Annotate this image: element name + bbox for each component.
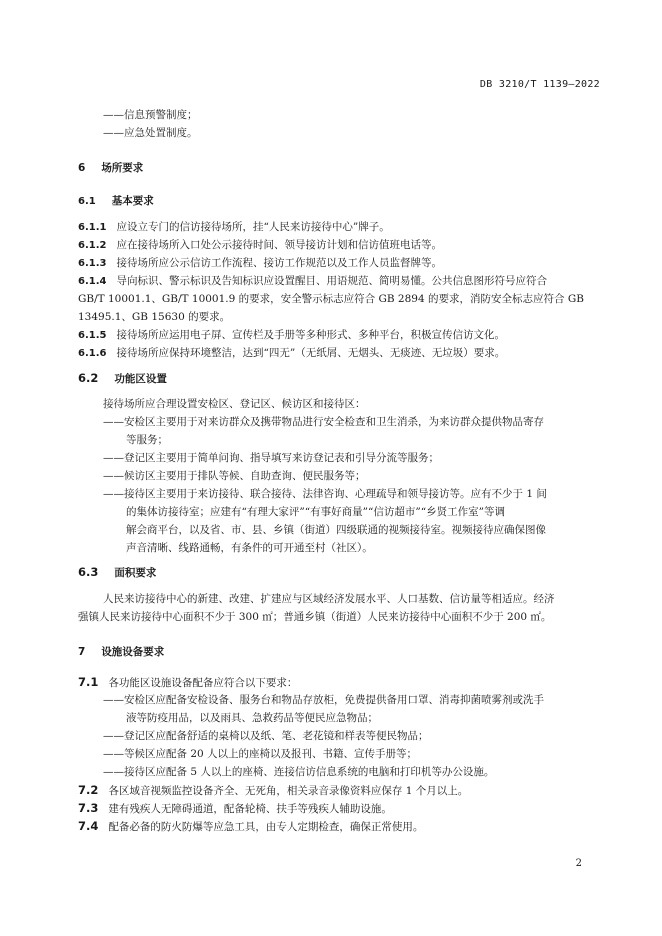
clause-6-1-6 — [78, 345, 505, 362]
document-code: DB 3210/T 1139—2022 — [479, 79, 600, 90]
list-item-continued: 解会商平台，以及省、市、县、乡镇（街道）四级联通的视频接待室。视频接待应确保图像 — [126, 524, 546, 536]
clause-number: 6.1.3 — [78, 258, 107, 269]
list-item-continued: 的集体访接待室；应建有“有理大家评”“有事好商量”“信访超市”“乡贤工作室”等调 — [126, 506, 505, 518]
clause-number: 6.1.4 — [78, 276, 107, 287]
clause-text: 应设立专门的信访接待场所，挂“人民来访接待中心”牌子。 — [116, 221, 390, 233]
clause-number: 6.1.1 — [78, 222, 107, 233]
list-item-continued: 等服务； — [126, 434, 168, 446]
clause-6-1-1 — [78, 219, 390, 236]
section-6-1-heading — [78, 193, 154, 208]
page-number: 2 — [575, 858, 582, 869]
clause-text: 导向标识、警示标识及告知标识应设置醒目、用语规范、简明易懂。公共信息图形符号应符合 — [116, 275, 547, 287]
paragraph: 接待场所应合理设置安检区、登记区、候访区和接待区： — [103, 398, 366, 410]
section-6-3-heading — [78, 565, 156, 580]
section-number: 6 — [78, 162, 86, 174]
list-item-continued: 声音清晰、线路通畅，有条件的可开通至村（社区）。 — [126, 542, 373, 554]
section-7-heading — [78, 644, 164, 659]
clause-text: 应在接待场所入口处公示接待时间、领导接访计划和信访值班电话等。 — [116, 239, 442, 251]
list-item-continued: 液等防疫用品，以及雨具、急救药品等便民应急物品； — [126, 712, 378, 724]
clause-6-1-2 — [78, 237, 442, 254]
clause-text: 建有残疾人无障碍通道，配备轮椅、扶手等残疾人辅助设施。 — [108, 803, 392, 815]
clause-7-1 — [78, 674, 297, 692]
clause-6-1-5 — [78, 327, 505, 344]
clause-6-1-4 — [78, 273, 547, 290]
clause-number: 7.1 — [78, 675, 99, 689]
list-item: ——接待区主要用于来访接待、联合接待、法律咨询、心理疏导和领导接访等。应有不少于 1 间 — [103, 488, 547, 500]
clause-number: 7.4 — [78, 819, 99, 833]
section-number: 6.3 — [78, 565, 99, 579]
list-item: ——候访区主要用于排队等候、自助查询、便民服务等； — [103, 470, 366, 482]
list-item: ——登记区应配备舒适的桌椅以及纸、笔、老花镜和样表等便民物品； — [103, 730, 429, 742]
clause-number: 6.1.6 — [78, 348, 107, 359]
clause-7-3 — [78, 800, 392, 818]
section-number: 7 — [78, 646, 86, 658]
list-item: ——接待区应配备 5 人以上的座椅、连接信访信息系统的电脑和打印机等办公设施。 — [103, 766, 495, 778]
clause-text: 配备必备的防火防爆等应急工具，由专人定期检查，确保正常使用。 — [108, 821, 424, 833]
section-title: 场所要求 — [101, 162, 144, 174]
list-item: ——安检区应配备安检设备、服务台和物品存放柜，免费提供备用口罩、消毒抑菌喷雾剂或洗手 — [103, 694, 544, 706]
paragraph-continued: 强镇人民来访接待中心面积不少于 300 ㎡；普通乡镇（街道）人民来访接待中心面积不少于 200 ㎡。 — [78, 611, 552, 623]
clause-7-4 — [78, 818, 423, 836]
clause-6-1-4-continued: 13495.1、GB 15630 的要求。 — [78, 311, 231, 323]
section-title: 设施设备要求 — [101, 646, 165, 658]
paragraph: 人民来访接待中心的新建、改建、扩建应与区域经济发展水平、人口基数、信访量等相适应。经济 — [103, 593, 555, 605]
list-item: ——安检区主要用于对来访群众及携带物品进行安全检查和卫生消杀，为来访群众提供物品寄存 — [103, 416, 544, 428]
clause-text: 接待场所应运用电子屏、宣传栏及手册等多种形式、多种平台，积极宣传信访文化。 — [116, 329, 505, 341]
clause-number: 7.3 — [78, 801, 99, 815]
clause-text: 各区域音视频监控设备齐全、无死角，相关录音录像资料应保存 1 个月以上。 — [108, 785, 469, 797]
section-title: 基本要求 — [111, 195, 154, 207]
clause-7-2 — [78, 782, 468, 800]
section-title: 面积要求 — [114, 567, 157, 579]
clause-number: 7.2 — [78, 783, 99, 797]
section-number: 6.2 — [78, 371, 99, 385]
clause-text: 各功能区设施设备配备应符合以下要求： — [108, 677, 298, 689]
clause-text: 接待场所应保持环境整洁，达到“四无”（无纸屑、无烟头、无痰迹、无垃圾）要求。 — [116, 347, 506, 359]
list-item: ——等候区应配备 20 人以上的座椅以及报刊、书籍、宣传手册等； — [103, 748, 418, 760]
clause-number: 6.1.5 — [78, 330, 107, 341]
list-item: ——信息预警制度； — [103, 109, 198, 121]
list-item: ——登记区主要用于简单问询、指导填写来访登记表和引导分流等服务； — [103, 452, 439, 464]
section-title: 功能区设置 — [114, 373, 167, 385]
list-item: ——应急处置制度。 — [103, 127, 198, 139]
section-number: 6.1 — [78, 196, 96, 207]
clause-6-1-3 — [78, 255, 442, 272]
section-6-2-heading — [78, 371, 167, 386]
section-6-heading — [78, 160, 143, 175]
clause-6-1-4-continued: GB/T 10001.1、GB/T 10001.9 的要求，安全警示标志应符合 GB 2894 的要求，消防安全标志应符合 GB — [78, 293, 584, 305]
clause-text: 接待场所应公示信访工作流程、接访工作规范以及工作人员监督牌等。 — [116, 257, 442, 269]
clause-number: 6.1.2 — [78, 240, 107, 251]
